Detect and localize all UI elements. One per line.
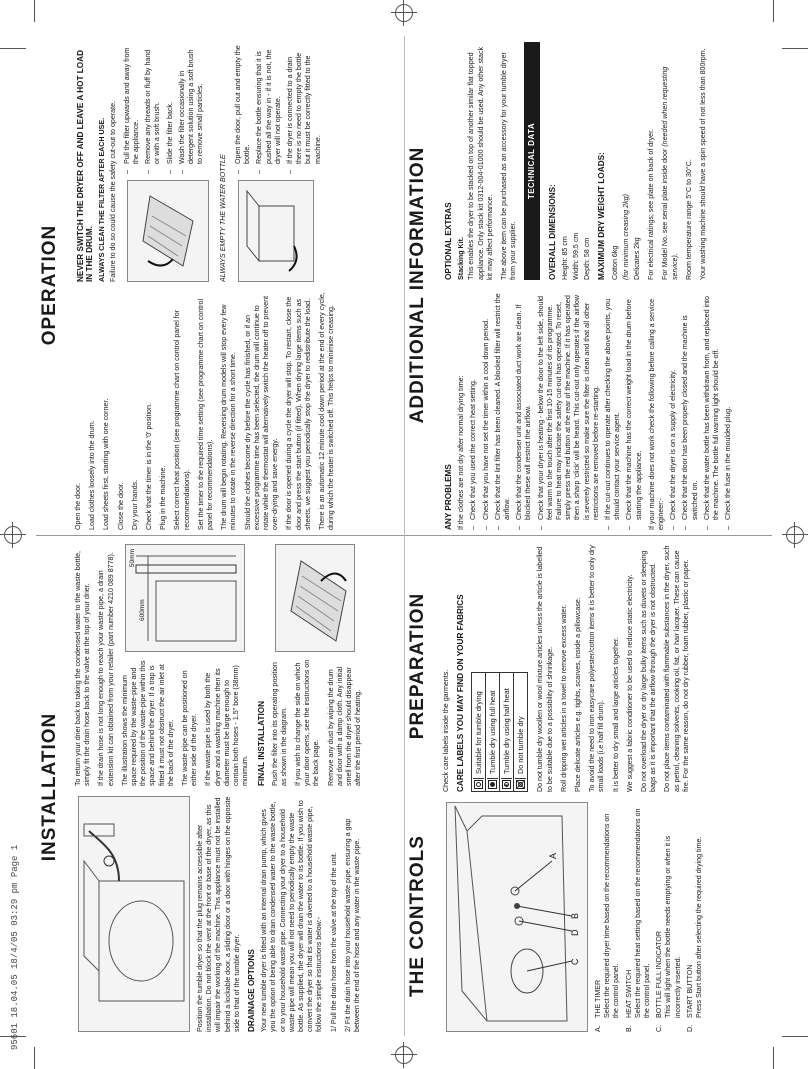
- odour-text: Remove any dust by wiping the drum and door with a damp cloth. Any initial smell from the dryer should disappear after the first period of heating.: [326, 666, 363, 786]
- crop-mark: [773, 0, 774, 22]
- stacking-kit-buy: The above item can be purchased as an accessory for your tumble dryer from your supplier.: [500, 52, 518, 280]
- waste-pipe-diagram: [125, 544, 245, 652]
- dimension-600mm: 600mm: [138, 599, 146, 621]
- bottle-caption: ALWAYS EMPTY THE WATER BOTTLE: [218, 154, 227, 282]
- preparation-para: Roll dripping wet articles in a towel to remove excess water.: [559, 604, 568, 792]
- operation-step: Dry your hands.: [130, 479, 139, 530]
- section-title: THE CONTROLS: [407, 835, 428, 997]
- not-work-item: – Check the fuse in the moulded plug.: [724, 290, 733, 530]
- care-row: Tumble dry using half heat: [500, 673, 514, 791]
- load-delicates: Delicates 2kg: [633, 237, 642, 280]
- never-switch-warning: NEVER SWITCH THE DRYER OFF AND LEAVE A HOT LOAD IN THE DRUM.: [76, 50, 95, 282]
- operation-step: The drum will begin rotating. Reversing drum models will stop every few minutes to rotate in the reverse direction for a short time.: [220, 304, 238, 530]
- additional-col-2: [442, 42, 768, 280]
- operation-step: Open the door.: [74, 483, 82, 530]
- drain-step-2: 2/ Fit the drain hose into your household waste pipe, ensuring a gap between the end of the hose and any water in the waste pipe.: [343, 818, 362, 1032]
- full-heat-icon: [487, 778, 498, 791]
- control-item: D. START BUTTON Press Start button after selecting the required drying time.: [685, 836, 704, 1032]
- operation-section: [36, 40, 404, 530]
- operation-col-2: [74, 42, 400, 282]
- preparation-para: Do not overload the dryer or dry large bulky items such as duvets or sleeping bags as it is important that the airflow through the dryer is not obstructed.: [640, 550, 658, 792]
- dimensions-title: OVERALL DIMENSIONS:: [547, 184, 557, 280]
- load-cotton: Cotton 6kg: [610, 245, 619, 280]
- extension-kit-text: If the drain hose is not long enough to reach your waste pipe, a drain extension kit can obtained from your retailer (part number 4210 089 8778).: [97, 552, 115, 786]
- section-title: PREPARATION: [407, 592, 428, 740]
- crop-mark: [0, 48, 26, 49]
- check-labels-text: Check care labels inside the garments.: [442, 669, 450, 792]
- operation-step: Load sheets first, starting with one corner.: [102, 398, 111, 530]
- bottom-row: [404, 36, 772, 1036]
- illustration-text: The illustration shows the minimum space required by the waste-pipe and the position of the waste-pipe within this space and behind the dryer. If a trap is fitted it must not obstruct the air inlet at the back of the dryer.: [120, 660, 175, 786]
- problems-title: ANY PROBLEMS: [444, 464, 453, 530]
- registration-mark: [395, 4, 413, 22]
- care-row: Tumble dry using full heat: [486, 673, 500, 791]
- spin-speed: Your washing machine should have a spin speed of not less than 800rpm.: [699, 48, 708, 280]
- operation-step: There is an automatic 12 minute cool down period at the end of every cycle, during which the heater is switched off. This helps to minimise creasing.: [318, 292, 336, 530]
- preparation-col: [442, 542, 768, 792]
- preparation-para: To avoid the need to iron easycare polyester/cotton items it is better to only dry small loads (i.e half fill drum).: [588, 545, 606, 792]
- problem-item: – Check that your dryer is heating - below the door to the left side, should feel warm to the touch after the first 10-15 minutes of its programme. Failure to heat may indicate the safety cut-out has operated. To reset, simply press the red button at the rear of the machine. If it has operated then a sharp 'click' will be heard. This cut-out only operates if the airflow is severely restricted so make sure the filter is clean and that all other restrictions are removed before re-starting.: [537, 290, 601, 530]
- load-minimum-creasing: (for minimum creasing 2kg): [621, 194, 630, 280]
- top-row: [36, 36, 404, 1036]
- dimension-height: Height: 85 cm: [560, 236, 569, 280]
- not-work-item: – Check that the water bottle has been withdrawn from, and replaced into the machine. The bottle full warning light should be off.: [703, 290, 721, 530]
- dimension-width: Width: 59.5 cm: [572, 232, 581, 280]
- problem-item: – Check that you have not set the timer within a cool down period.: [482, 290, 491, 530]
- installation-col-1: [74, 796, 400, 1032]
- tumble-dry-icon: [473, 778, 484, 791]
- registration-mark: [395, 1046, 413, 1064]
- care-labels-table: [471, 672, 528, 792]
- label-a: A: [548, 852, 558, 859]
- control-item: C. BOTTLE FULL INDICATOR This will light when the bottle needs emptying or when it is incorrectly inserted.: [655, 835, 682, 1032]
- stacking-kit-text: This enables the dryer to be stacked on top of another similar flat topped appliance. Only stack kit 0312-004-01000 should be used. Any other stack kit may affect performance.: [467, 46, 494, 280]
- drainage-title: DRAINAGE OPTIONS: [247, 949, 257, 1032]
- control-item: B. HEAT SWITCH Select the required heat setting based on the recommendations on the control panel.: [624, 808, 652, 1032]
- additional-col-1: [442, 290, 768, 530]
- bottle-step: – Replace the bottle ensuring that it is pushed all the way in - if it is not, the dryer will not operate.: [255, 42, 283, 174]
- operation-step: Plug in the machine.: [159, 465, 168, 530]
- registration-mark: [4, 526, 22, 544]
- technical-data-banner: TECHNICAL DATA: [524, 42, 539, 280]
- problem-item: – Check that the condenser unit and associated duct work are clean. If blocked these will restrict the airflow.: [515, 290, 533, 530]
- crop-mark: [773, 1047, 774, 1069]
- dimension-50mm: 50mm: [128, 549, 136, 568]
- crop-mark: [782, 1036, 808, 1037]
- problem-item: – Check that the lint filter has been cleaned. A blocked filter will restrict the airflow.: [494, 290, 512, 530]
- care-row: Do not tumble dry: [514, 673, 527, 791]
- not-work-item: – Check that the dryer is on a supply of electricity.: [669, 290, 678, 530]
- drainage-text: Your new tumble dryer is fitted with an internal drain pump, which gives you the option of being able to drain condensed water to the waste bottle, or to your household waste pipe. Connecting your dryer to a household waste pipe will mean you will not need to periodically empty the waste bottle. As supplied, the dryer will drain the water to its bottle. If you wish to convert the dryer so that its water is diverted to a household waste pipe, follow the simple instructions below:-: [260, 800, 324, 1032]
- drain-hose-illustration: [78, 796, 190, 1032]
- filter-step: – Pull the filter upwards and away from the appliance.: [123, 42, 141, 174]
- crop-mark: [782, 48, 808, 49]
- care-row: Suitable for tumble drying: [472, 673, 486, 791]
- control-item: A. THE TIMER Select the required dryer time based on the recommendations on the control panel.: [594, 813, 621, 1032]
- electrical-ratings: For electrical ratings; see plate on back of dryer.: [647, 128, 656, 280]
- do-not-tumble-icon: [515, 778, 526, 791]
- controls-col: [442, 802, 768, 1032]
- operation-step: Check that the timer is in the '0' position.: [145, 403, 154, 530]
- final-installation-title: FINAL INSTALLATION: [257, 700, 267, 786]
- not-work-intro: If your machine does not work check the following before calling a service engineer:-: [647, 298, 666, 530]
- filter-step: – Slide the filter back.: [166, 42, 175, 174]
- operation-step: Close the door.: [116, 482, 125, 530]
- problems-intro: If the clothes are not dry after normal drying time:: [457, 375, 466, 530]
- installation-intro: Position the tumble dryer so that the plug remains accessible after installation. Do not block the vent at the front or base of the dryer, as this will impair the working of the machine. This appliance must not be installed behind a lockable door, a sliding door or a door with hinges on the opposite side to that of the tumble dryer.: [196, 796, 241, 1032]
- crop-mark: [34, 1047, 35, 1069]
- model-number: For Model No. see serial plate inside door (needed when requesting service).: [661, 66, 679, 280]
- operation-step: Should the clothes become dry before the cycle has finished, or if an excessive programme time has been selected, the drum will continue to rotate while the thermostat will alternatively switch the heater off to prevent over-drying and save energy.: [243, 295, 280, 530]
- filter-step: – Wash the filter occasionally in detergent solution using a soft brush to remove small particles.: [178, 42, 206, 174]
- operation-col-1: [74, 292, 400, 530]
- preparation-para: Do not tumble dry woollen or wool mixture articles unless the article is labelled to be suitable due to a possibility of shrinkage.: [536, 546, 554, 792]
- stacking-kit-title: Stacking Kit.: [457, 237, 466, 280]
- problem-item: – Check that the machine has the correct weight load in the drum before starting the appliance.: [625, 290, 643, 530]
- clean-filter-note: Failure to do so could cause the safety cut-out to operate.: [108, 101, 117, 282]
- operation-step: Select correct heat position (see programme chart on control panel for recommendations).: [173, 309, 191, 530]
- operation-step: Load clothes loosely into the drum.: [88, 420, 97, 530]
- diameter-text: If the waste pipe is used by both the dryer and a washing machine then its diameter must be large enough to contain both hoses - 1.5" bore (38mm) minimum.: [204, 665, 250, 786]
- half-heat-icon: [501, 778, 512, 791]
- preparation-para: Do not place items contaminated with flammable substances in the dryer, such as petrol, cleaning solvents, cooking oil, fat, or hair lacquer. These can cause fire. For the same reason, do not dry rubber, foam rubber, plastic or paper.: [663, 545, 690, 792]
- preparation-para: We suggest a fabric conditioner to be used to reduce static electricity.: [625, 574, 634, 792]
- section-title: OPERATION: [39, 224, 60, 346]
- dimension-depth: Depth: 58 cm: [583, 237, 592, 280]
- label-c: C: [570, 958, 580, 965]
- bottle-step: – If the dryer is connected to a drain there is no need to empty the bottle but it must be correctly fitted to the machine.: [286, 42, 323, 174]
- preparation-para: It is better to dry small and large articles together.: [611, 637, 620, 792]
- return-text: To return your drier back to taking the condensed water to the waste bottle, simply fit the drain hose back to the valve at the top of your drier.: [74, 550, 92, 786]
- reverse-door-text: If you wish to change the side on which your door opens, see the instructions on the back page.: [294, 659, 321, 786]
- label-b: B: [570, 912, 580, 919]
- operation-step: If the door is opened during a cycle the dryer will stop. To restart, close the door and press the start button (if fitted). When drying large items such as sheets, we suggest you periodically stop the dryer to redistribute the load.: [285, 296, 312, 530]
- problem-item: – If the cut-out continues to operate after checking the above points, you should contact your service agent.: [604, 290, 622, 530]
- section-title: INSTALLATION: [39, 712, 60, 862]
- not-work-item: – Check that the door has been properly closed and the machine is switched on.: [681, 290, 699, 530]
- print-slug: 95601 18.04.05 18/4/05 03:29 pm Page 1: [10, 844, 20, 1050]
- section-title: ADDITIONAL INFORMATION: [407, 146, 428, 424]
- operation-step: Set the timer to the required time setting (see programme chart on control panel for recommendations).: [196, 298, 215, 530]
- care-labels-title: CARE LABELS YOU MAY FIND ON YOUR FABRICS: [456, 594, 466, 792]
- water-bottle-illustration: [238, 180, 314, 282]
- room-temperature: Room temperature range 5°C to 30°C.: [684, 159, 693, 280]
- registration-mark: [786, 526, 804, 544]
- installation-section: [36, 542, 404, 1032]
- control-panel-illustration: [446, 802, 588, 1032]
- bottle-step: – Open the door, pull out and empty the bottle.: [234, 42, 252, 174]
- additional-info-section: [404, 40, 772, 530]
- preparation-para: Place delicate articles e.g. tights, scarves, inside a pillowcase.: [574, 597, 583, 792]
- filter-step: – Remove any threads or fluff by hand or with a soft brush.: [144, 42, 162, 174]
- label-d: D: [570, 929, 580, 936]
- filter-diagram: [275, 544, 355, 652]
- crop-mark: [34, 0, 35, 22]
- filter-removal-illustration: [127, 180, 209, 282]
- problem-item: – Check that you used the correct heat setting.: [469, 290, 478, 530]
- preparation-section: [404, 540, 772, 792]
- clean-filter-title: ALWAYS CLEAN THE FILTER AFTER EACH USE.: [98, 117, 107, 282]
- either-side-text: The waste pipe can be positioned on either side of the dryer.: [181, 670, 199, 786]
- loads-title: MAXIMUM DRY WEIGHT LOADS:: [597, 152, 607, 280]
- final-installation-text: Push the filter into its operating position as shown in the diagram.: [270, 662, 288, 786]
- installation-col-2: [74, 544, 400, 786]
- optional-extras-title: OPTIONAL EXTRAS: [444, 202, 453, 280]
- manual-sheet: [36, 36, 772, 1036]
- controls-section: [404, 800, 772, 1032]
- drain-step-1: 1/ Pull the drain hose from the valve at the top of the unit.: [329, 852, 338, 1032]
